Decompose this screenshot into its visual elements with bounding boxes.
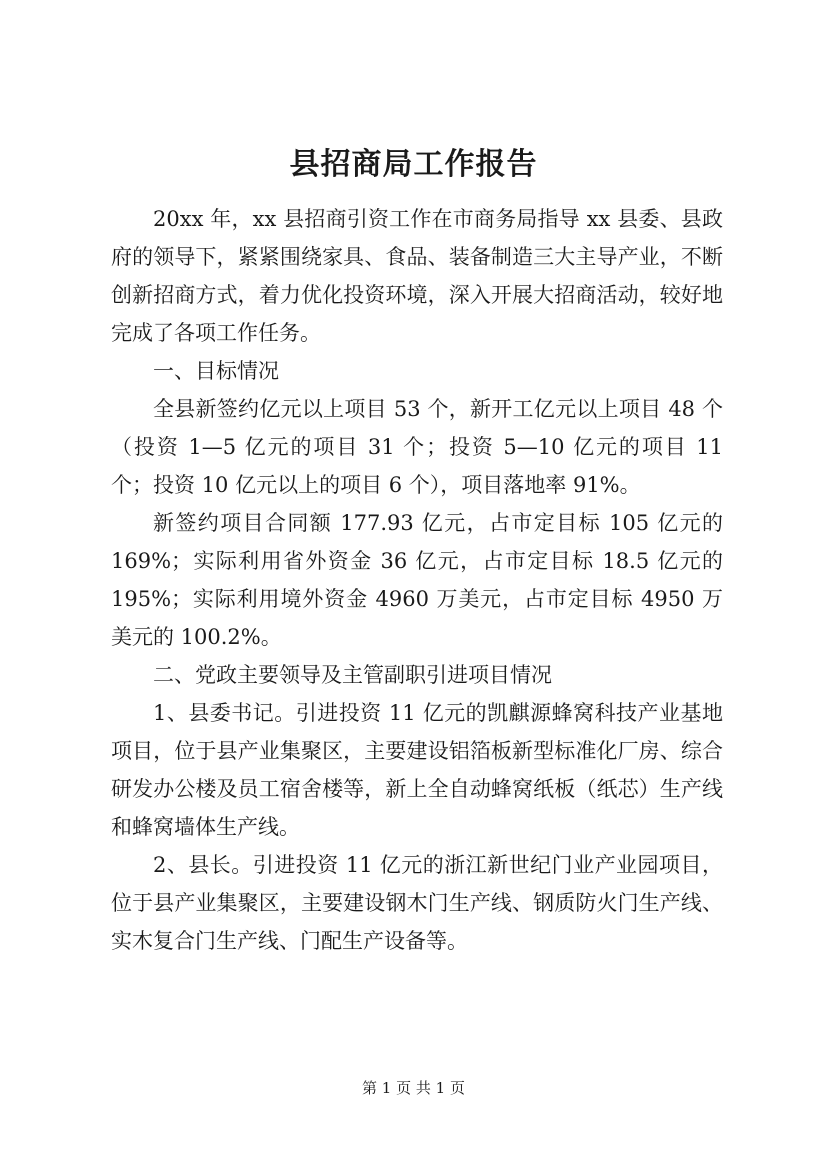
section-heading-goals: 一、目标情况 [153,359,279,383]
document-title: 县招商局工作报告 [289,147,538,182]
goals-paragraph-funds: 新签约项目合同额 177.93 亿元，占市定目标 105 亿元的 169%；实际利用省外资金 36 亿元，占市定目标 18.5 亿元的 195%；实际利用境外资金 4960 万美元，占市定目标 4950 万美元的 100.2%。 [111,511,723,649]
leader-paragraph-secretary: 1、县委书记。引进投资 11 亿元的凯麒源蜂窝科技产业基地项目，位于县产业集聚区，主要建设铝箔板新型标准化厂房、综合研发办公楼及员工宿舍楼等，新上全自动蜂窝纸板（纸芯）生产线和蜂窝墙体生产线。 [111,701,723,839]
page-number-footer: 第 1 页 共 1 页 [362,1079,465,1097]
leader-paragraph-county-head: 2、县长。引进投资 11 亿元的浙江新世纪门业产业园项目，位于县产业集聚区，主要建设钢木门生产线、钢质防火门生产线、实木复合门生产线、门配生产设备等。 [111,853,723,953]
goals-paragraph-projects: 全县新签约亿元以上项目 53 个，新开工亿元以上项目 48 个（投资 1—5 亿元的项目 31 个；投资 5—10 亿元的项目 11 个；投资 10 亿元以上的项目 6 个），项目落地率 91%。 [111,397,723,497]
section-heading-leaders: 二、党政主要领导及主管副职引进项目情况 [153,663,552,687]
document-body [111,200,723,960]
intro-paragraph: 20xx 年，xx 县招商引资工作在市商务局指导 xx 县委、县政府的领导下，紧紧围绕家具、食品、装备制造三大主导产业，不断创新招商方式，着力优化投资环境，深入开展大招商活动，较好地完成了各项工作任务。 [111,207,723,345]
